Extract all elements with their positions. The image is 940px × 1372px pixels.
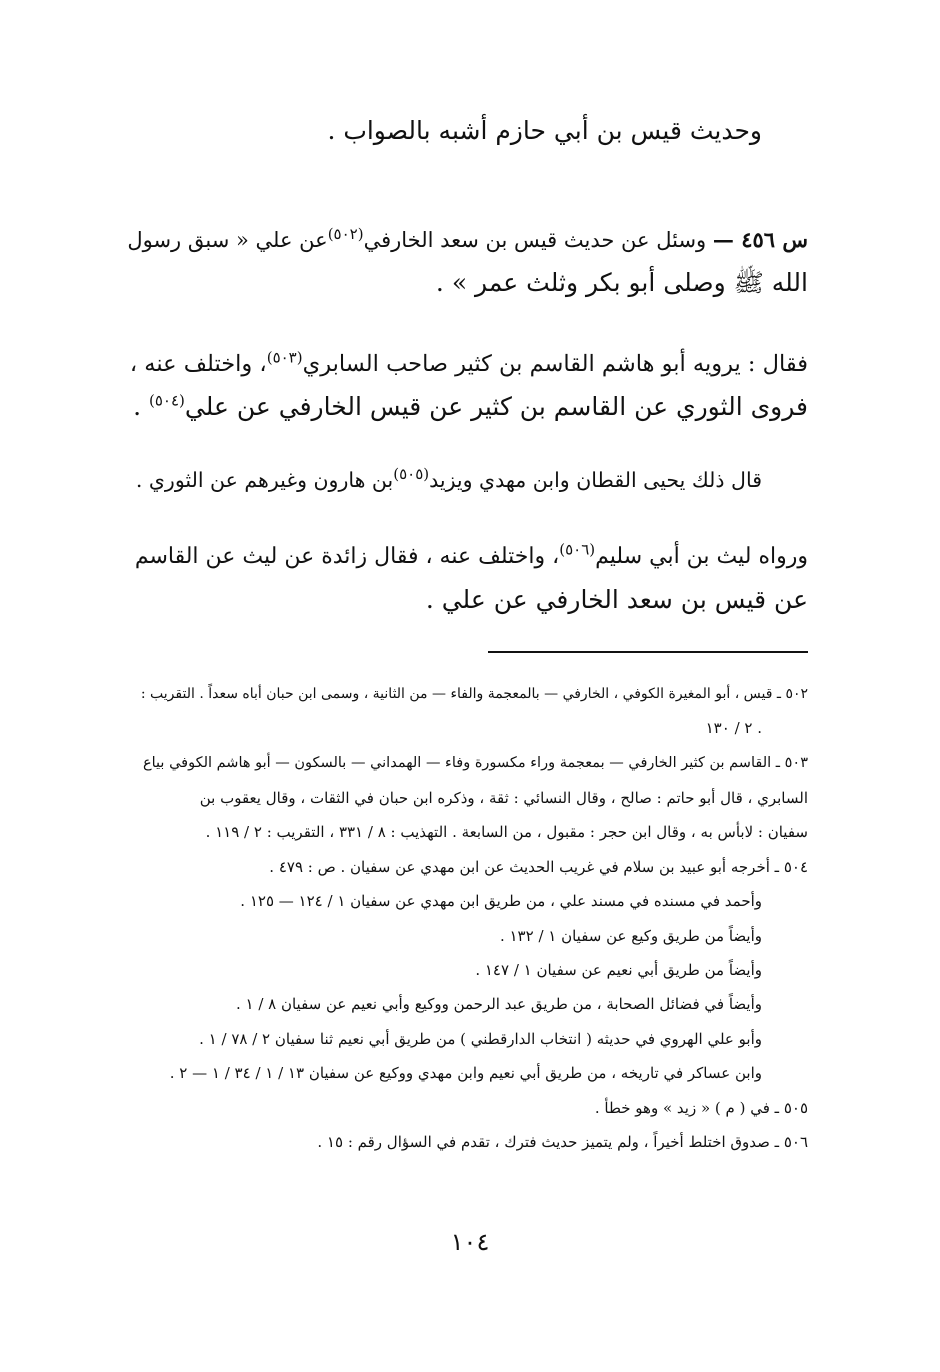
footnote-ref[interactable]: (٥٠٥)	[393, 465, 430, 484]
answer-text: ، واختلف عنه ، فقال زائدة عن ليث عن القاسم	[134, 544, 560, 569]
question-text: وسئل عن حديث قيس بن سعد الخارفي	[363, 228, 707, 252]
footnote-504-cont: وأيضاً من طريق وكيع عن سفيان ١ / ١٣٢ .	[499, 927, 762, 945]
footnote-502: ٥٠٢ ـ قيس ، أبو المغيرة الكوفي ، الخارفي — بالمعجمة والفاء — من الثانية ، وسمى ابن حبان أباه سعداً . التقريب :	[140, 686, 808, 702]
paragraph-text: وحديث قيس بن أبي حازم أشبه بالصواب .	[327, 116, 762, 145]
footnote-505: ٥٠٥ ـ في ( م ) « زيد » وهو خطأ .	[594, 1099, 808, 1117]
answer-text: .	[133, 392, 149, 421]
footnote-504-cont: وأيضاً في فضائل الصحابة ، من طريق عبد الرحمن ووكيع وأبي نعيم عن سفيان ٨ / ١ .	[235, 995, 762, 1013]
answer-text: فروى الثوري عن القاسم بن كثير عن قيس الخارفي عن علي	[184, 392, 808, 421]
answer-text: ورواه ليث بن أبي سليم	[595, 544, 808, 569]
answer-text: بن هارون وغيرهم عن الثوري .	[135, 468, 394, 492]
footnote-506: ٥٠٦ ـ صدوق اختلط أخيراً ، ولم يتميز حديث فترك ، تقدم في السؤال رقم : ١٥ .	[317, 1133, 808, 1151]
question-text: الله ﷺ وصلى أبو بكر وثلث عمر » .	[435, 268, 808, 297]
footnote-504-cont: وأبو علي الهروي في حديثه ( انتخاب الدارقطني ) من طريق أبي نعيم ثنا سفيان ٢ / ٧٨ / ١ .	[199, 1030, 762, 1048]
answer-line-1	[130, 347, 808, 381]
question-line-1	[127, 223, 808, 257]
footnote-502-cont: ٢ / ١٣٠ .	[705, 719, 762, 737]
footnote-divider	[488, 651, 808, 653]
footnote-ref[interactable]: (٥٠٢)	[327, 225, 364, 243]
question-text: عن علي « سبق رسول	[127, 228, 328, 252]
answer-text: قال ذلك يحيى القطان وابن مهدي ويزيد	[429, 468, 762, 492]
answer-text: عن قيس بن سعد الخارفي عن علي .	[425, 585, 808, 614]
answer-line-5	[426, 583, 808, 617]
answer-line-2	[133, 390, 808, 424]
answer-text: ، واختلف عنه ،	[129, 351, 267, 377]
answer-text: فقال : يرويه أبو هاشم القاسم بن كثير صاحب السابري	[302, 351, 808, 377]
answer-line-3	[136, 463, 762, 497]
footnote-504-cont: وأحمد في مسنده في مسند علي ، من طريق ابن مهدي عن سفيان ١ / ١٢٤ — ١٢٥ .	[240, 892, 762, 910]
page-number: ١٠٤	[450, 1228, 490, 1256]
answer-line-4	[135, 540, 808, 574]
footnote-ref[interactable]: (٥٠٦)	[559, 540, 596, 559]
footnote-503-cont: سفيان : لابأس به ، وقال ابن حجر : مقبول ، من السابعة . التهذيب : ٨ / ٣٣١ ، التقريب : ٢ / ١١٩ .	[205, 823, 808, 841]
footnote-ref[interactable]: (٥٠٣)	[266, 348, 303, 367]
footnote-503: ٥٠٣ ـ القاسم بن كثير الخارفي — بمعجمة وراء مكسورة وفاء — الهمداني — بالسكون — أبو هاشم الكوفي بياع	[142, 755, 808, 771]
footnote-504: ٥٠٤ ـ أخرجه أبو عبيد بن سلام في غريب الحديث عن ابن مهدي عن سفيان . ص : ٤٧٩ .	[269, 858, 808, 876]
footnote-ref[interactable]: (٥٠٤)	[148, 391, 185, 410]
question-label: س ٤٥٦ —	[712, 227, 808, 252]
question-line-2	[436, 266, 808, 300]
footnote-503-cont: السابري ، قال أبو حاتم : صالح ، وقال النسائي : ثقة ، وذكره ابن حبان في الثقات ، وقال يعقوب بن	[199, 789, 808, 807]
footnote-504-cont: وابن عساكر في تاريخه ، من طريق أبي نعيم وابن مهدي ووكيع عن سفيان ١٣ / ١ / ٣٤ / ١ — ٢ .	[169, 1064, 762, 1082]
footnote-504-cont: وأيضاً من طريق أبي نعيم عن سفيان ١ / ١٤٧ .	[475, 961, 762, 979]
paragraph-conclusion	[327, 114, 762, 148]
